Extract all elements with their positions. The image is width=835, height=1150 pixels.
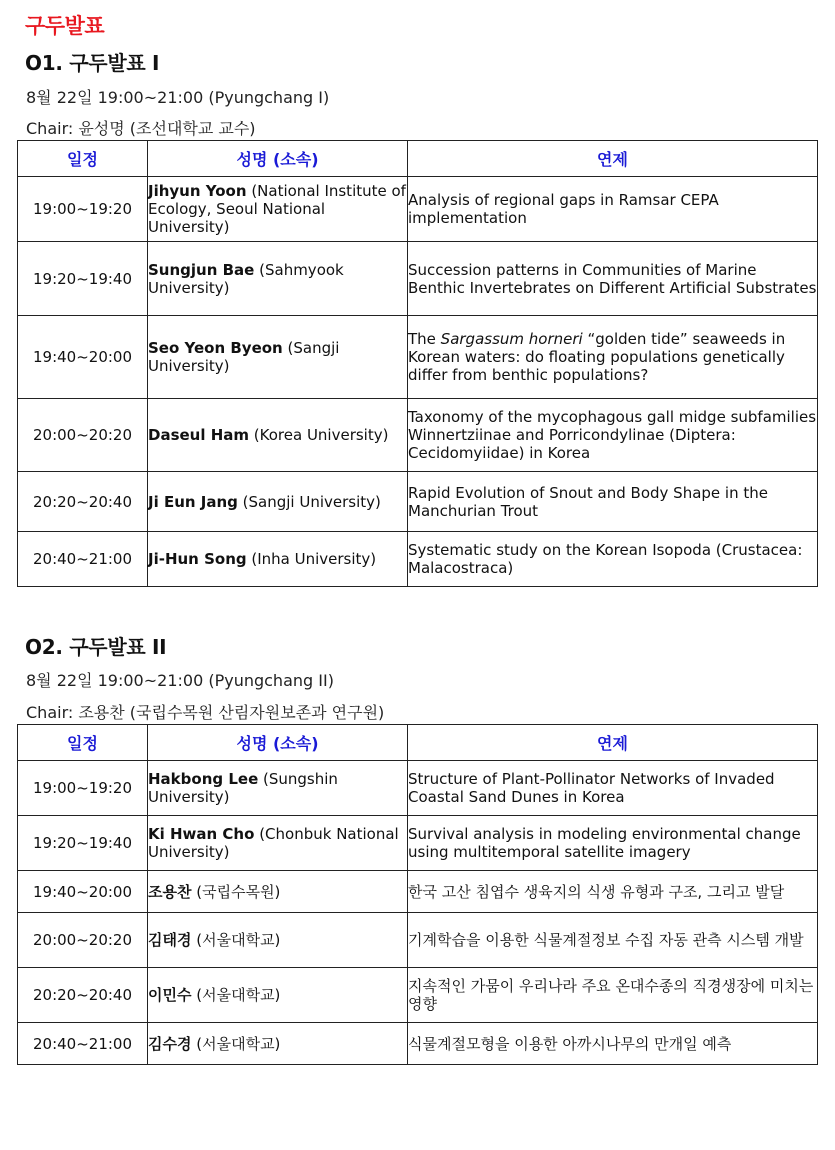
topic-text: 지속적인 가뭄이 우리나라 주요 온대수종의 직경생장에 미치는 영향 <box>408 977 814 1013</box>
table-row <box>18 177 818 242</box>
time-cell: 19:40~20:00 <box>18 871 148 913</box>
table-row <box>18 1023 818 1065</box>
topic-cell <box>408 316 818 399</box>
presenter-affiliation: (Sangji University) <box>148 339 340 375</box>
presenter-affiliation: (Sangji University) <box>237 492 381 511</box>
presenter-affiliation: (Chonbuk National University) <box>148 825 399 861</box>
presenter-affiliation: (Korea University) <box>249 426 389 444</box>
presenter-name: Ji-Hun Song <box>148 550 247 568</box>
topic-text: Succession patterns in Communities of Marine Benthic Invertebrates on Different Artificial Substrates <box>408 260 817 297</box>
presenter-affiliation: (Sungshin University) <box>148 770 338 806</box>
session-1-chair: Chair: 윤성명 (조선대학교 교수) <box>26 119 256 138</box>
table-header-row <box>18 141 818 177</box>
session-2-date: 8월 22일 19:00~21:00 (Pyungchang II) <box>26 671 334 690</box>
presenter-affiliation: (Sahmyook University) <box>148 260 344 297</box>
table-row <box>18 532 818 587</box>
presenter-affiliation: (Inha University) <box>246 550 377 568</box>
topic-text: Survival analysis in modeling environmental change using multitemporal satellite imagery <box>408 825 801 861</box>
presenter-cell <box>148 1023 408 1065</box>
table-row <box>18 968 818 1023</box>
presenter-affiliation: (서울대학교) <box>191 1034 281 1053</box>
header-name: 성명 (소속) <box>148 141 408 177</box>
time-cell: 20:00~20:20 <box>18 399 148 472</box>
presenter-name: Sungjun Bae <box>148 260 255 279</box>
header-time: 일정 <box>18 725 148 761</box>
topic-cell <box>408 968 818 1023</box>
table-row <box>18 472 818 532</box>
page-title: 구두발표 <box>25 14 105 38</box>
presenter-cell <box>148 532 408 587</box>
table-row <box>18 399 818 472</box>
time-cell: 20:00~20:20 <box>18 913 148 968</box>
topic-cell <box>408 816 818 871</box>
table-row <box>18 816 818 871</box>
topic-text: Taxonomy of the mycophagous gall midge subfamilies Winnertziinae and Porricondylinae (Diptera: Cecidomyiidae) in Korea <box>408 408 817 462</box>
header-topic: 연제 <box>408 141 818 177</box>
table-header-row <box>18 725 818 761</box>
topic-text: Analysis of regional gaps in Ramsar CEPA implementation <box>408 191 719 227</box>
presenter-name: Jihyun Yoon <box>148 182 247 200</box>
topic-text: 기계학습을 이용한 식물계절정보 수집 자동 관측 시스템 개발 <box>408 931 804 949</box>
presenter-affiliation: (서울대학교) <box>191 986 281 1004</box>
presenter-name: 김수경 <box>148 1034 192 1053</box>
topic-text-tail: “golden tide” seaweeds in Korean waters: do floating populations genetically differ from benthic populations? <box>408 330 786 384</box>
time-cell: 20:20~20:40 <box>18 968 148 1023</box>
time-cell: 19:00~19:20 <box>18 761 148 816</box>
table-row <box>18 761 818 816</box>
presenter-cell <box>148 871 408 913</box>
header-time: 일정 <box>18 141 148 177</box>
topic-italic: Sargassum horneri <box>440 330 583 348</box>
presenter-name: 김태경 <box>148 931 192 949</box>
presenter-cell <box>148 177 408 242</box>
topic-cell <box>408 177 818 242</box>
presenter-cell <box>148 242 408 316</box>
time-cell: 19:40~20:00 <box>18 316 148 399</box>
presenter-cell <box>148 816 408 871</box>
header-name: 성명 (소속) <box>148 725 408 761</box>
session-1-date: 8월 22일 19:00~21:00 (Pyungchang I) <box>26 88 330 107</box>
presenter-cell <box>148 968 408 1023</box>
topic-text: Rapid Evolution of Snout and Body Shape in the Manchurian Trout <box>408 483 768 520</box>
time-cell: 19:20~19:40 <box>18 816 148 871</box>
session-2-chair: Chair: 조용찬 (국립수목원 산림자원보존과 연구원) <box>26 703 385 722</box>
topic-text: Structure of Plant-Pollinator Networks of Invaded Coastal Sand Dunes in Korea <box>408 770 775 806</box>
header-topic: 연제 <box>408 725 818 761</box>
session-1-schedule-table <box>17 140 818 587</box>
presenter-name: 조용찬 <box>148 882 192 901</box>
topic-text: Systematic study on the Korean Isopoda (Crustacea: Malacostraca) <box>408 541 803 577</box>
topic-text: The <box>408 330 441 348</box>
topic-cell <box>408 1023 818 1065</box>
topic-text: 한국 고산 침엽수 생육지의 식생 유형과 구조, 그리고 발달 <box>408 882 785 901</box>
topic-cell <box>408 399 818 472</box>
time-cell: 20:40~21:00 <box>18 1023 148 1065</box>
topic-cell <box>408 913 818 968</box>
presenter-name: Seo Yeon Byeon <box>148 339 283 357</box>
presenter-affiliation: (National Institute of Ecology, Seoul National University) <box>148 182 406 236</box>
time-cell: 19:20~19:40 <box>18 242 148 316</box>
presenter-cell <box>148 472 408 532</box>
table-row <box>18 871 818 913</box>
table-row <box>18 913 818 968</box>
presenter-affiliation: (서울대학교) <box>191 931 281 949</box>
session-1-title: O1. 구두발표 I <box>25 51 160 75</box>
time-cell: 20:20~20:40 <box>18 472 148 532</box>
topic-cell <box>408 871 818 913</box>
table-row <box>18 242 818 316</box>
table-row <box>18 316 818 399</box>
presenter-name: Ji Eun Jang <box>148 492 238 511</box>
time-cell: 19:00~19:20 <box>18 177 148 242</box>
presenter-name: Daseul Ham <box>148 426 250 444</box>
presenter-name: Ki Hwan Cho <box>148 825 255 843</box>
presenter-affiliation: (국립수목원) <box>191 882 281 901</box>
topic-text: 식물계절모형을 이용한 아까시나무의 만개일 예측 <box>408 1034 732 1053</box>
session-2-title: O2. 구두발표 II <box>25 635 167 659</box>
presenter-cell <box>148 913 408 968</box>
time-cell: 20:40~21:00 <box>18 532 148 587</box>
topic-cell <box>408 472 818 532</box>
presenter-cell <box>148 316 408 399</box>
presenter-name: 이민수 <box>148 986 192 1004</box>
topic-cell <box>408 242 818 316</box>
presenter-cell <box>148 761 408 816</box>
topic-cell <box>408 761 818 816</box>
session-2-schedule-table <box>17 724 818 1065</box>
presenter-name: Hakbong Lee <box>148 770 259 788</box>
topic-cell <box>408 532 818 587</box>
presenter-cell <box>148 399 408 472</box>
